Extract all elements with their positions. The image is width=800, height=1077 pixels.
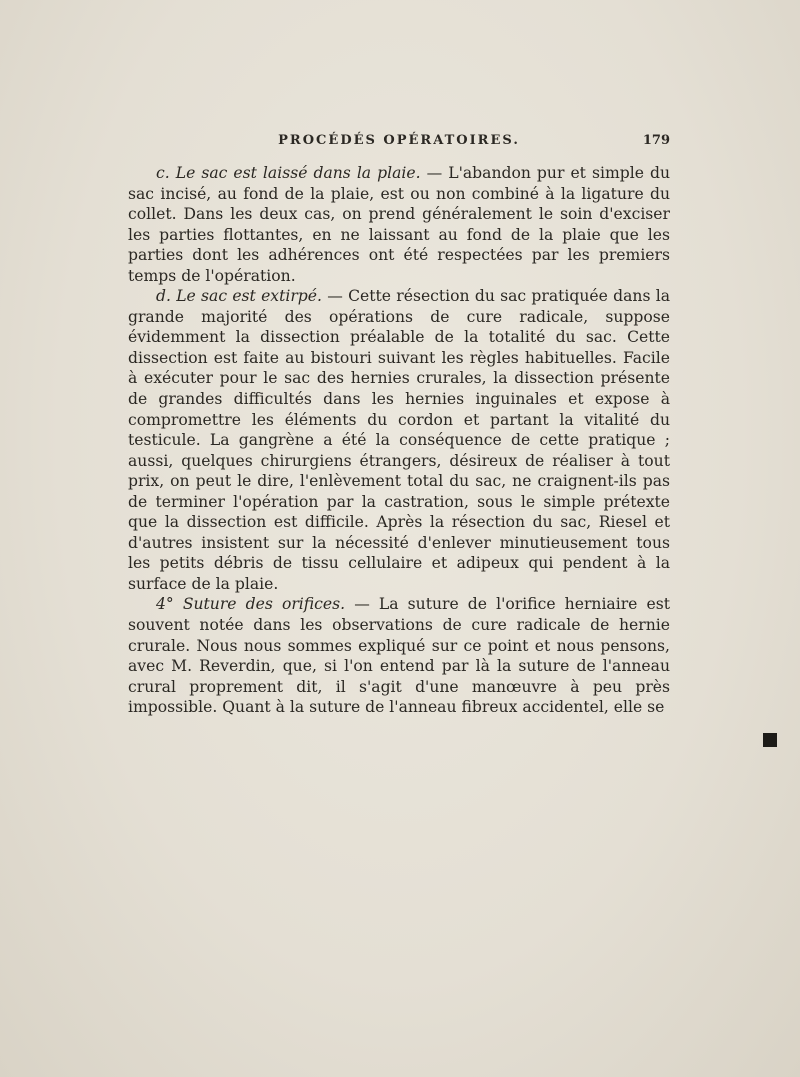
body-text <box>128 163 670 718</box>
paragraph-text: — La suture de l'orifice herniaire est souvent notée dans les observations de cure radicale de hernie crurale. Nous nous sommes expliqué sur ce point et nous pensons, avec M. Reverdin, que, si l'on entend par là la suture de l'anneau crural proprement dit, il s'agit d'une manœuvre à peu près impossible. Quant à la suture de l'anneau fibreux accidentel, elle se <box>128 595 670 717</box>
paragraph-lead: 4° Suture des orifices. <box>156 595 346 614</box>
running-title: PROCÉDÉS OPÉRATOIRES. <box>278 133 520 148</box>
paragraph-lead: d. Le sac est extirpé. <box>156 287 322 306</box>
paragraph-sac-laisse <box>128 163 670 286</box>
page-number: 179 <box>642 133 670 148</box>
running-head <box>128 133 670 155</box>
paragraph-suture-orifices <box>128 594 670 717</box>
paragraph-lead: c. Le sac est laissé dans la plaie. <box>156 164 421 182</box>
paragraph-sac-extirpe <box>128 286 670 594</box>
scan-registration-mark <box>763 733 777 747</box>
paragraph-text: — L'abandon pur et simple du sac incisé, au fond de la plaie, est ou non combiné à la ligature du collet. Dans les deux cas, on prend généralement le soin d'exciser les parties flottantes, en ne laissant au fond de la plaie que les parties dont les adhérences ont été respectées par les premiers temps de l'opération. <box>128 164 671 285</box>
paragraph-text: — Cette résection du sac pratiquée dans la grande majorité des opérations de cure radicale, suppose évidemment la dissection préalable de la totalité du sac. Cette dissection est faite au bistouri suivant les règles habituelles. Facile à exécuter pour le sac des hernies crurales, la dissection présente de grandes difficultés dans les hernies inguinales et expose à compromettre les éléments du cordon et partant la vitalité du testicule. La gangrène a été la conséquence de cette pratique ; aussi, quelques chirurgiens étrangers, désireux de réaliser à tout prix, on peut le dire, l'enlèvement total du sac, ne craignent-ils pas de terminer l'opération par la castration, sous le simple prétexte que la dissection est difficile. Après la résection du sac, Riesel et d'autres insistent sur la nécessité d'enlever minutieusement tous les petits débris de tissu cellulaire et adipeux qui pendent à la surface de la plaie. <box>128 287 671 593</box>
